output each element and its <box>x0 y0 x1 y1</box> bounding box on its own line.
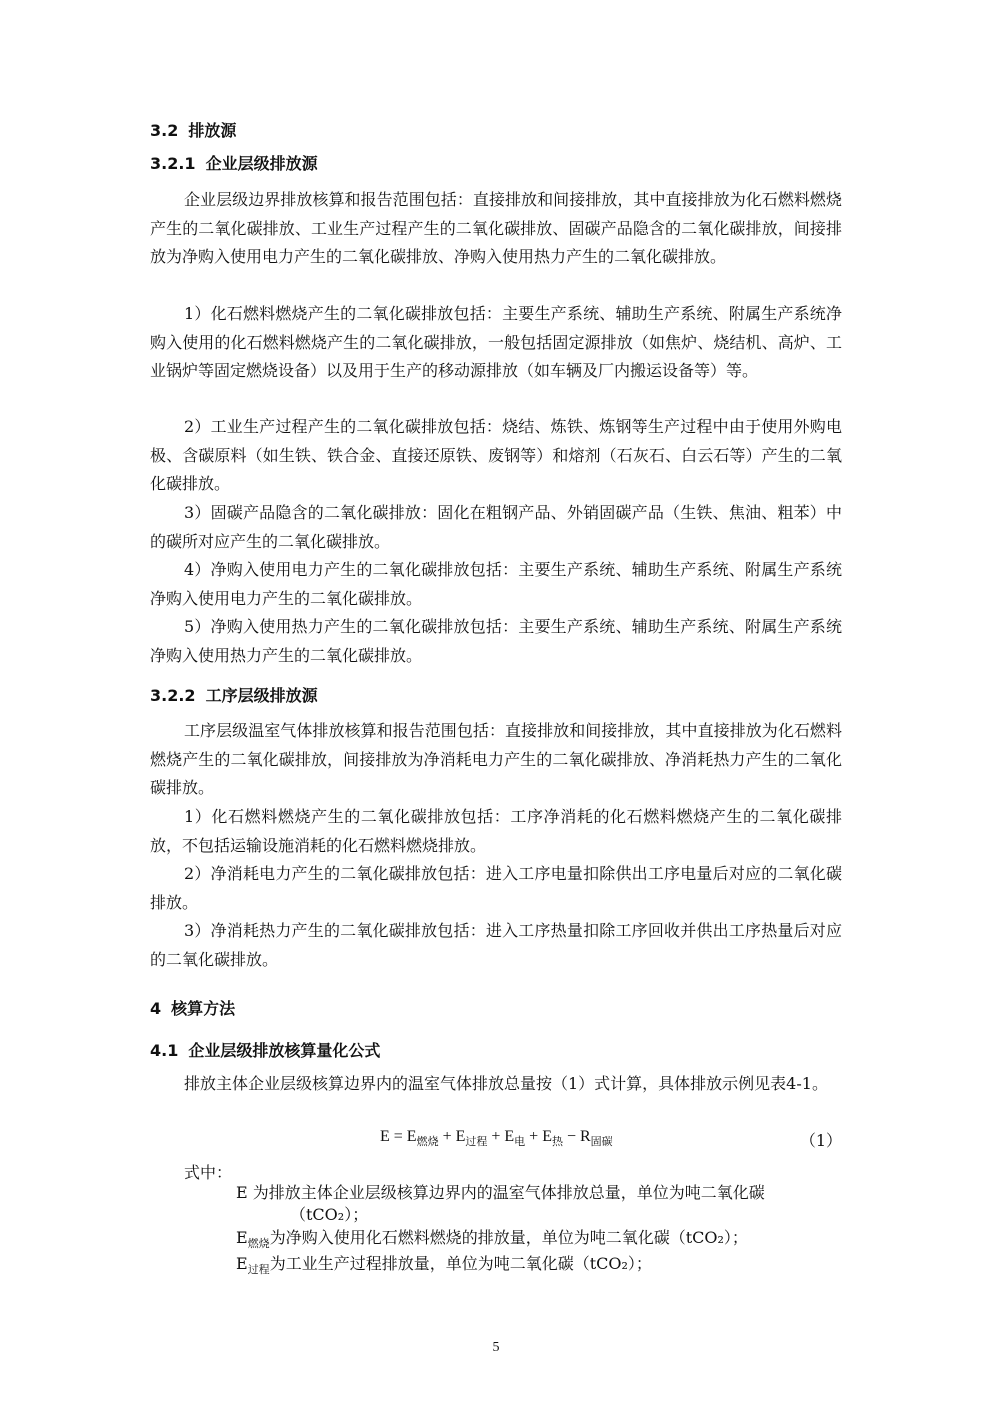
definition-e-process: $E_{过程}$为工业生产过程排放量，单位为吨二氧化碳（tCO₂）； <box>236 1254 652 1276</box>
heading-3-2: 3.2 排放源 <box>150 121 237 140</box>
definition-e: E 为排放主体企业层级核算边界内的温室气体排放总量，单位为吨二氧化碳 （tCO₂）； <box>236 1183 765 1224</box>
heading-4-1: 4.1 企业层级排放核算量化公式 <box>150 1041 381 1060</box>
emission-formula: $E = E_{燃烧} + E_{过程} + E_电 + E_热 - R_{固碳}$ <box>380 1128 613 1148</box>
where-label: 式中： <box>184 1163 233 1182</box>
page-number: 5 <box>492 1340 500 1355</box>
paragraph: 工序层级温室气体排放核算和报告范围包括：直接排放和间接排放，其中直接排放为化石燃料燃烧产生的二氧化碳排放，间接排放为净消耗电力产生的二氧化碳排放、净消耗热力产生的二氧化碳排放。 <box>150 721 842 797</box>
heading-3-2-1: 3.2.1 企业层级排放源 <box>150 154 318 173</box>
paragraph: 2）工业生产过程产生的二氧化碳排放包括：烧结、炼铁、炼钢等生产过程中由于使用外购电极、含碳原料（如生铁、铁合金、直接还原铁、废钢等）和熔剂（石灰石、白云石等）产生的二氧化碳排放。 <box>150 417 842 493</box>
paragraph: 5）净购入使用热力产生的二氧化碳排放包括：主要生产系统、辅助生产系统、附属生产系统净购入使用热力产生的二氧化碳排放。 <box>150 617 842 665</box>
paragraph: 企业层级边界排放核算和报告范围包括：直接排放和间接排放，其中直接排放为化石燃料燃烧产生的二氧化碳排放、工业生产过程产生的二氧化碳排放、固碳产品隐含的二氧化碳排放，间接排放为净购入使用电力产生的二氧化碳排放、净购入使用热力产生的二氧化碳排放。 <box>150 190 842 266</box>
paragraph: 1）化石燃料燃烧产生的二氧化碳排放包括：工序净消耗的化石燃料燃烧产生的二氧化碳排放，不包括运输设施消耗的化石燃料燃烧排放。 <box>150 807 842 855</box>
paragraph: 1）化石燃料燃烧产生的二氧化碳排放包括：主要生产系统、辅助生产系统、附属生产系统净购入使用的化石燃料燃烧产生的二氧化碳排放，一般包括固定源排放（如焦炉、烧结机、高炉、工业锅炉等固定燃烧设备）以及用于生产的移动源排放（如车辆及厂内搬运设备等）等。 <box>150 304 842 380</box>
heading-3-2-2: 3.2.2 工序层级排放源 <box>150 686 318 705</box>
paragraph: 2）净消耗电力产生的二氧化碳排放包括：进入工序电量扣除供出工序电量后对应的二氧化碳排放。 <box>150 864 842 912</box>
equation-number: （1） <box>799 1131 842 1150</box>
paragraph: 3）净消耗热力产生的二氧化碳排放包括：进入工序热量扣除工序回收并供出工序热量后对应的二氧化碳排放。 <box>150 921 842 969</box>
paragraph: 3）固碳产品隐含的二氧化碳排放：固化在粗钢产品、外销固碳产品（生铁、焦油、粗苯）中的碳所对应产生的二氧化碳排放。 <box>150 503 842 551</box>
heading-4: 4 核算方法 <box>150 999 236 1018</box>
definition-e-fuel: $E_{燃烧}$为净购入使用化石燃料燃烧的排放量，单位为吨二氧化碳（tCO₂）； <box>236 1228 748 1250</box>
paragraph: 4）净购入使用电力产生的二氧化碳排放包括：主要生产系统、辅助生产系统、附属生产系统净购入使用电力产生的二氧化碳排放。 <box>150 560 842 608</box>
paragraph: 排放主体企业层级核算边界内的温室气体排放总量按（1）式计算，具体排放示例见表4-1。 <box>184 1074 828 1093</box>
